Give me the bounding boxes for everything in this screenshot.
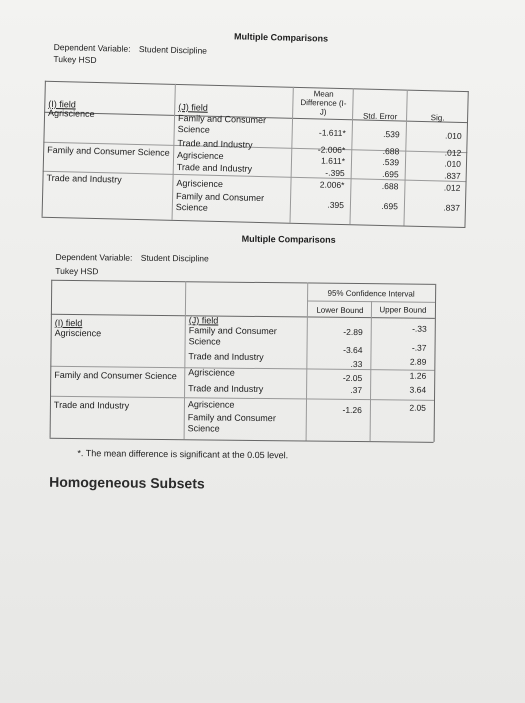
table1-mean-value: 2.006* (319, 179, 345, 191)
table2-col-j-header: (J) field (188, 315, 219, 326)
table1-mean-value: .395 (327, 199, 345, 211)
significance-footnote: *. The mean difference is significant at the 0.05 level. (77, 448, 289, 461)
table1-se-value: .539 (382, 157, 400, 168)
dependent-variable-value: Student Discipline (140, 252, 209, 264)
table1-sig-value: .012 (444, 147, 462, 158)
table1-col-j-header: (J) field (178, 102, 208, 113)
table1-mean-value: -1.611* (318, 127, 346, 139)
table1-mean-value: 1.611* (320, 155, 346, 167)
table2-lower-value: -1.26 (342, 404, 362, 416)
table2-upper-value: 2.05 (409, 402, 426, 413)
table2-row-j-label: Trade and Industry (188, 351, 264, 363)
table2-col-upper-header: Upper Bound (379, 305, 427, 315)
table1-sig-value: .010 (445, 130, 462, 141)
table2-col-i-header: (I) field (54, 317, 83, 329)
table2-top-border (51, 280, 435, 285)
table1-col-i-header: (I) field (48, 98, 76, 110)
table2-row-j-label: Agriscience (188, 367, 235, 378)
table1-sig-value: .837 (444, 170, 461, 181)
table1-row-i-label: Family and Consumer Science (47, 144, 170, 158)
table1-test-name: Tukey HSD (53, 53, 97, 65)
dependent-variable-label: Dependent Variable: (53, 41, 131, 54)
table1-col-se-header: Std. Error (362, 111, 398, 122)
table2-lower-value: -2.89 (343, 326, 363, 338)
table1-col-sig-header: Sig. (430, 113, 445, 123)
table2-row-j-label: Trade and Industry (188, 383, 264, 395)
table2-row-i-label: Trade and Industry (53, 399, 130, 411)
table1-sig-value: .010 (444, 158, 462, 169)
table2-upper-value: 1.26 (409, 370, 427, 381)
table1-se-value: .688 (381, 180, 399, 192)
table2-ci-header: 95% Confidence Interval (327, 288, 415, 299)
table1-row-j-label: Family and Consumer Science (177, 112, 267, 135)
homogeneous-subsets-heading: Homogeneous Subsets (49, 473, 205, 492)
table1-row-j-label: Trade and Industry (176, 161, 253, 174)
table2-lower-value: -2.05 (342, 372, 363, 384)
table2-col-divider (184, 281, 187, 439)
table2-right-border (434, 284, 437, 442)
table1-row-j-label: Family and Consumer Science (175, 190, 265, 213)
table2-upper-value: -.37 (411, 342, 427, 353)
table1-se-value: .539 (383, 129, 400, 140)
table2-row-j-label: Family and Consumer Science (188, 325, 277, 347)
table1-se-value: .695 (382, 169, 399, 180)
table1-sig-value: .837 (443, 202, 461, 213)
table1-title: Multiple Comparisons (233, 31, 329, 44)
table2-upper-value: 3.64 (409, 384, 427, 395)
table2-bottom-border (50, 438, 434, 443)
table2-row-j-label: Agriscience (187, 399, 235, 410)
table1-row-j-label: Agriscience (176, 177, 224, 190)
dependent-variable-value: Student Discipline (138, 44, 208, 56)
table2-row-i-label: Family and Consumer Science (54, 369, 177, 382)
table2-col-divider (306, 282, 309, 440)
table2-dependent-label (55, 252, 208, 264)
table1-se-value: .688 (382, 146, 400, 157)
table1-row-i-label: Agriscience (47, 107, 95, 119)
table1-row-j-label: Agriscience (176, 149, 224, 162)
table2-col-lower-header: Lower Bound (316, 305, 364, 316)
table1-sig-value: .012 (443, 182, 461, 193)
table2-upper-value: -.33 (412, 323, 427, 334)
table1-se-value: .695 (381, 200, 399, 212)
table1-row-j-label: Trade and Industry (177, 137, 253, 150)
table1-col-mean-header: Mean Difference (I-J) (300, 89, 347, 117)
table2-row-i-label: Agriscience (54, 327, 102, 339)
table2-title: Multiple Comparisons (241, 233, 336, 245)
table1-row-i-label: Trade and Industry (46, 172, 122, 185)
table1-mean-value: -.395 (325, 167, 345, 179)
table1-mean-value: -2.006* (317, 144, 346, 156)
table2-left-border (50, 280, 53, 438)
table2-upper-value: 2.89 (409, 356, 427, 367)
table2-lower-value: -3.64 (343, 344, 363, 356)
table2-lower-value: .37 (350, 384, 363, 396)
dependent-variable-label: Dependent Variable: (55, 251, 133, 263)
table2-lower-value: .33 (350, 358, 363, 370)
table2-row-j-label: Family and Consumer Science (187, 412, 276, 434)
table2-test-name: Tukey HSD (55, 265, 99, 277)
table2-col-divider (370, 301, 372, 441)
